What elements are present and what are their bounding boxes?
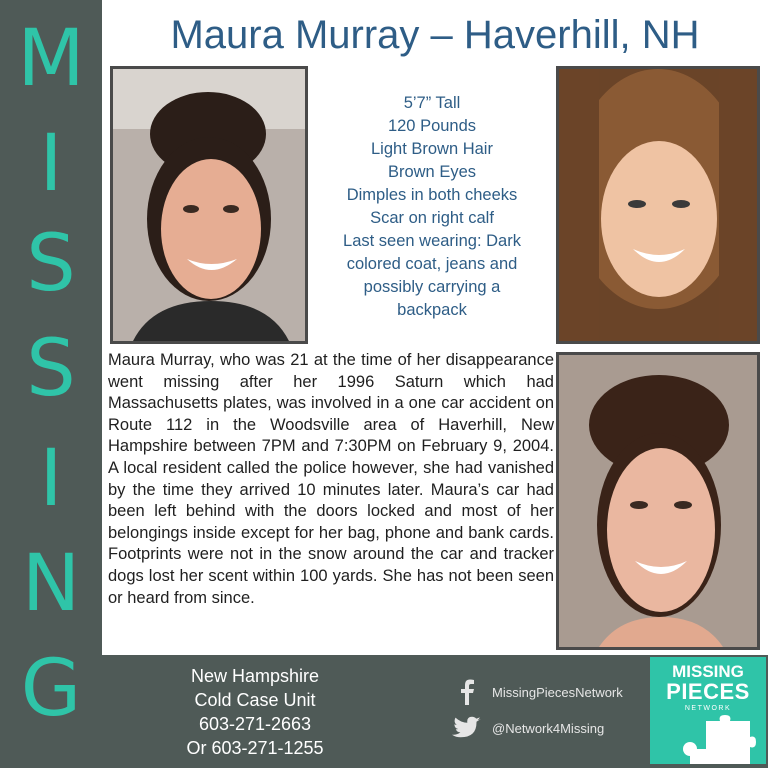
contact-phone-2: Or 603-271-1255 bbox=[186, 738, 324, 758]
description-line: Scar on right calf bbox=[370, 209, 494, 227]
logo-line-2: PIECES bbox=[666, 679, 750, 704]
missing-letter: S bbox=[26, 324, 76, 414]
photo-top-right bbox=[556, 66, 760, 344]
logo-line-3: NETWORK bbox=[684, 705, 732, 712]
description-line: Light Brown Hair bbox=[371, 140, 493, 158]
missing-vertical-banner bbox=[0, 0, 102, 768]
contact-info bbox=[160, 664, 350, 760]
missing-letter: M bbox=[17, 14, 85, 104]
case-story: Maura Murray, who was 21 at the time of her disappearance went missing after her 1996 Saturn which had Massachusetts plates, was involved in a one car accident on Route 112 in the Woodsville area of Haverhill, New Hampshire between 7PM and 7:30PM on February 9, 2004. A local resident called the police however, she had vanished by the time they arrived 10 minutes later. Maura’s car had been left behind with the doors locked and most of her belongings inside except for her bag, phone and bank cards. Footprints were not in the snow around the car and tracker dogs lost her scent within 100 yards. She has not been seen or heard from since. bbox=[108, 351, 554, 607]
description-line: possibly carrying a bbox=[363, 278, 501, 296]
facebook-icon bbox=[452, 677, 482, 707]
description-line: 120 Pounds bbox=[387, 117, 477, 135]
photo-top-left bbox=[110, 66, 308, 344]
puzzle-piece-icon bbox=[650, 715, 766, 764]
missing-letter: S bbox=[26, 219, 76, 309]
physical-description bbox=[318, 92, 546, 322]
photo-bottom-right bbox=[556, 352, 760, 650]
description-line: backpack bbox=[397, 301, 467, 319]
description-line: Last seen wearing: Dark bbox=[343, 232, 521, 250]
contact-agency-line2: Cold Case Unit bbox=[194, 690, 316, 710]
description-line: Dimples in both cheeks bbox=[346, 186, 518, 204]
twitter-icon bbox=[452, 713, 482, 743]
missing-letter: I bbox=[39, 434, 63, 524]
facebook-handle: MissingPiecesNetwork bbox=[492, 684, 623, 700]
description-line: colored coat, jeans and bbox=[346, 255, 518, 273]
description-line: 5’7” Tall bbox=[403, 94, 461, 112]
missing-pieces-logo bbox=[650, 657, 766, 764]
contact-agency-line1: New Hampshire bbox=[190, 666, 320, 686]
page-title: Maura Murray – Haverhill, NH bbox=[170, 13, 700, 57]
twitter-link[interactable] bbox=[452, 713, 604, 743]
twitter-handle: @Network4Missing bbox=[492, 720, 605, 736]
logo-line-1: MISSING bbox=[672, 662, 744, 681]
facebook-link[interactable] bbox=[452, 677, 623, 707]
missing-letter: I bbox=[39, 119, 63, 209]
description-line: Brown Eyes bbox=[387, 163, 477, 181]
missing-letter: N bbox=[21, 539, 81, 629]
contact-phone-1: 603-271-2663 bbox=[198, 714, 312, 734]
missing-letter: G bbox=[20, 644, 82, 734]
